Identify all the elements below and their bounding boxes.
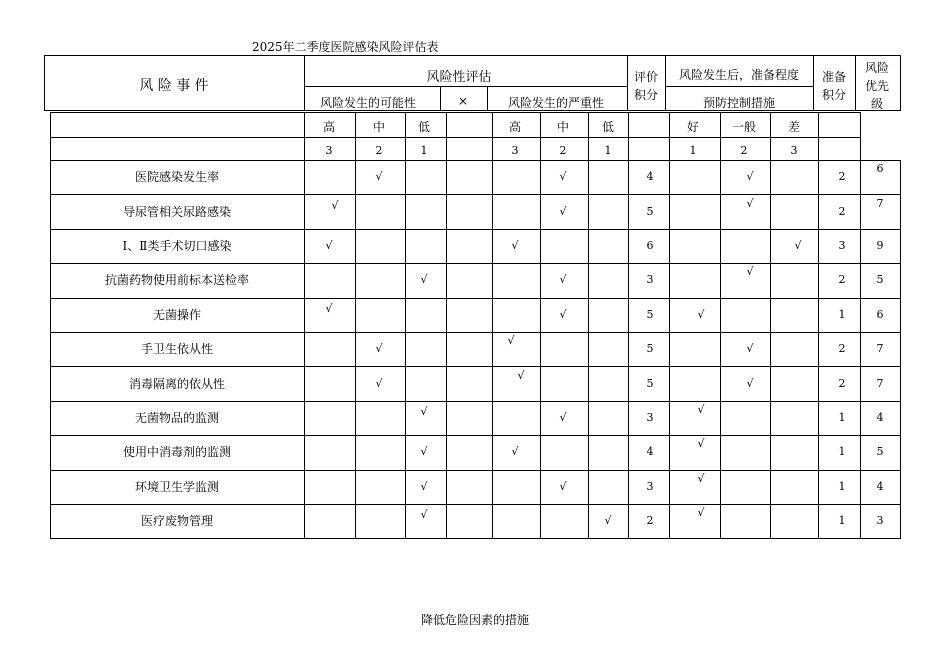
preparedness-check-mark: √ [697,506,705,520]
event-header: 风 险 事 件 [139,78,209,94]
risk-event-name: Ⅰ、Ⅱ类手术切口感染 [122,239,232,253]
table-rule [669,112,670,161]
risk-event-name: 手卫生依从性 [140,342,214,357]
table-rule [900,160,901,539]
evaluation-score: 4 [646,170,654,184]
risk-event-name: 无菌操作 [152,307,202,322]
risk-event-name: 抗菌药物使用前标本送检率 [104,273,250,288]
evaluation-score: 5 [646,376,654,390]
data-row-rule [50,366,901,367]
table-rule [540,160,541,539]
assessment-header: 风险性评估 [426,70,492,85]
risk-priority: 6 [876,307,884,321]
table-rule [855,55,856,111]
prep-score-header: 积分 [821,88,847,102]
level-score-p-bad: 3 [790,144,798,157]
table-rule [628,160,629,539]
likelihood-check-mark: √ [420,445,428,459]
preparedness-score: 1 [838,307,846,321]
table-rule [588,112,589,161]
level-label-s-low: 低 [601,120,615,134]
header-top-rule [44,55,901,56]
data-row-rule [50,194,901,195]
preparedness-score: 3 [838,239,846,252]
evaluation-score: 3 [646,273,654,287]
level-score-l-high: 3 [325,144,333,157]
preparedness-score: 1 [838,479,846,493]
risk-priority: 5 [876,445,884,459]
evaluation-score: 4 [646,445,654,459]
data-row-rule [50,538,901,539]
level-score-l-low: 1 [420,144,428,157]
table-rule [860,160,861,539]
evaluation-score: 3 [646,479,654,493]
score-header: 评价 [633,70,659,84]
preparedness-score: 1 [838,411,846,424]
data-row-rule [50,470,901,471]
likelihood-check-mark: √ [420,508,428,522]
level-label-p-good: 好 [686,120,700,134]
data-row-rule [50,504,901,505]
table-rule [405,160,406,539]
table-rule [770,112,771,161]
severity-check-mark: √ [559,479,567,493]
times-sign: × [457,94,469,108]
level-score-p-avg: 2 [740,144,748,157]
table-rule [628,112,629,161]
risk-event-name: 导尿管相关尿路感染 [122,204,232,219]
severity-check-mark: √ [559,411,567,424]
evaluation-score: 2 [646,514,654,528]
evaluation-score: 6 [646,239,654,252]
data-row-rule [50,229,901,230]
table-rule [487,86,488,111]
prep-score-header: 准备 [821,70,847,84]
header-mid-rule [304,86,628,87]
level-label-s-mid: 中 [556,120,570,134]
table-rule [440,86,441,111]
likelihood-check-mark: √ [375,170,383,184]
preparedness-check-mark: √ [697,471,705,485]
preparedness-score: 2 [838,273,846,287]
level-row-rule [50,160,901,161]
preparedness-score: 1 [838,445,846,459]
likelihood-header: 风险发生的可能性 [319,96,417,110]
severity-check-mark: √ [559,273,567,287]
risk-event-name: 使用中消毒剂的监测 [122,445,232,460]
table-rule [665,55,666,111]
severity-check-mark: √ [511,239,519,252]
risk-event-name: 无菌物品的监测 [134,411,220,425]
data-row-rule [50,332,901,333]
risk-priority: 5 [876,273,884,287]
table-rule [304,160,305,539]
header-left-rule [44,55,45,111]
likelihood-check-mark: √ [325,301,333,315]
severity-check-mark: √ [604,514,612,528]
preparedness-check-mark: √ [697,437,705,451]
evaluation-score: 5 [646,307,654,321]
risk-event-name: 环境卫生学监测 [134,479,220,494]
preparedness-header: 风险发生后，准备程度 [678,68,800,82]
document-title: 2025年二季度医院感染风险评估表 [252,40,439,54]
table-rule [492,112,493,161]
level-label-l-mid: 中 [372,120,386,134]
preparedness-check-mark: √ [746,342,754,356]
data-row-rule [50,401,901,402]
risk-priority: 3 [876,514,884,528]
severity-check-mark: √ [559,204,567,218]
preparedness-score: 2 [838,342,846,356]
level-score-s-mid: 2 [559,144,567,157]
priority-header: 风险 [864,61,890,75]
preparedness-check-mark: √ [697,403,705,416]
table-rule [50,160,51,539]
table-rule [355,112,356,161]
table-rule [446,112,447,161]
priority-header: 优先 [864,79,890,93]
preparedness-score: 2 [838,376,846,390]
table-rule [818,112,819,161]
table-rule [355,160,356,539]
level-label-s-high: 高 [508,120,522,134]
table-rule [627,55,628,111]
risk-priority: 6 [876,162,884,176]
risk-priority: 4 [876,411,884,424]
level-label-l-high: 高 [322,120,336,134]
likelihood-check-mark: √ [420,479,428,493]
likelihood-check-mark: √ [420,273,428,287]
likelihood-check-mark: √ [325,239,333,252]
risk-priority: 9 [876,239,884,252]
table-rule [446,160,447,539]
preparedness-check-mark: √ [697,307,705,321]
preparedness-score: 1 [838,514,846,528]
table-rule [860,112,861,161]
level-label-p-bad: 差 [787,120,801,134]
risk-priority: 7 [876,376,884,390]
severity-check-mark: √ [511,445,519,459]
likelihood-check-mark: √ [331,198,339,212]
risk-priority: 7 [876,342,884,356]
severity-check-mark: √ [559,170,567,184]
risk-priority: 7 [876,196,884,210]
severity-check-mark: √ [517,368,525,382]
table-rule [720,160,721,539]
preparedness-score: 2 [838,170,846,184]
header-mid-rule [665,86,814,87]
table-rule [770,160,771,539]
table-rule [813,55,814,111]
severity-header: 风险发生的严重性 [507,96,605,110]
table-rule [304,55,305,111]
table-rule [405,112,406,161]
table-rule [588,160,589,539]
preparedness-check-mark: √ [746,196,754,210]
table-rule [492,160,493,539]
prevention-measures-header: 预防控制措施 [702,96,776,110]
preparedness-check-mark: √ [746,170,754,184]
level-score-p-good: 1 [689,144,697,157]
severity-check-mark: √ [559,307,567,321]
risk-event-name: 消毒隔离的依从性 [128,376,226,391]
level-label-l-low: 低 [417,120,431,134]
risk-event-name: 医疗废物管理 [140,514,214,529]
preparedness-check-mark: √ [746,376,754,390]
likelihood-check-mark: √ [420,405,428,418]
level-row-rule [50,112,861,113]
table-rule [818,160,819,539]
header-right-rule [900,55,901,111]
table-rule [304,112,305,161]
risk-event-name: 医院感染发生率 [134,170,220,185]
table-rule [50,112,51,161]
score-header: 积分 [633,88,659,102]
level-score-s-low: 1 [604,144,612,157]
evaluation-score: 5 [646,342,654,356]
level-row-rule [50,137,861,138]
table-rule [720,112,721,161]
preparedness-score: 2 [838,204,846,218]
table-rule [669,160,670,539]
measures-heading: 降低危险因素的措施 [420,613,529,627]
evaluation-score: 5 [646,204,654,218]
level-score-s-high: 3 [511,144,519,157]
preparedness-check-mark: √ [794,239,802,252]
likelihood-check-mark: √ [375,342,383,356]
evaluation-score: 3 [646,411,654,424]
risk-priority: 4 [876,479,884,493]
data-row-rule [50,298,901,299]
likelihood-check-mark: √ [375,376,383,390]
level-score-l-mid: 2 [375,144,383,157]
data-row-rule [50,435,901,436]
priority-header: 级 [870,97,884,111]
level-label-p-avg: 一般 [731,120,757,134]
data-row-rule [50,263,901,264]
preparedness-check-mark: √ [746,265,754,279]
table-rule [540,112,541,161]
severity-check-mark: √ [507,334,515,348]
